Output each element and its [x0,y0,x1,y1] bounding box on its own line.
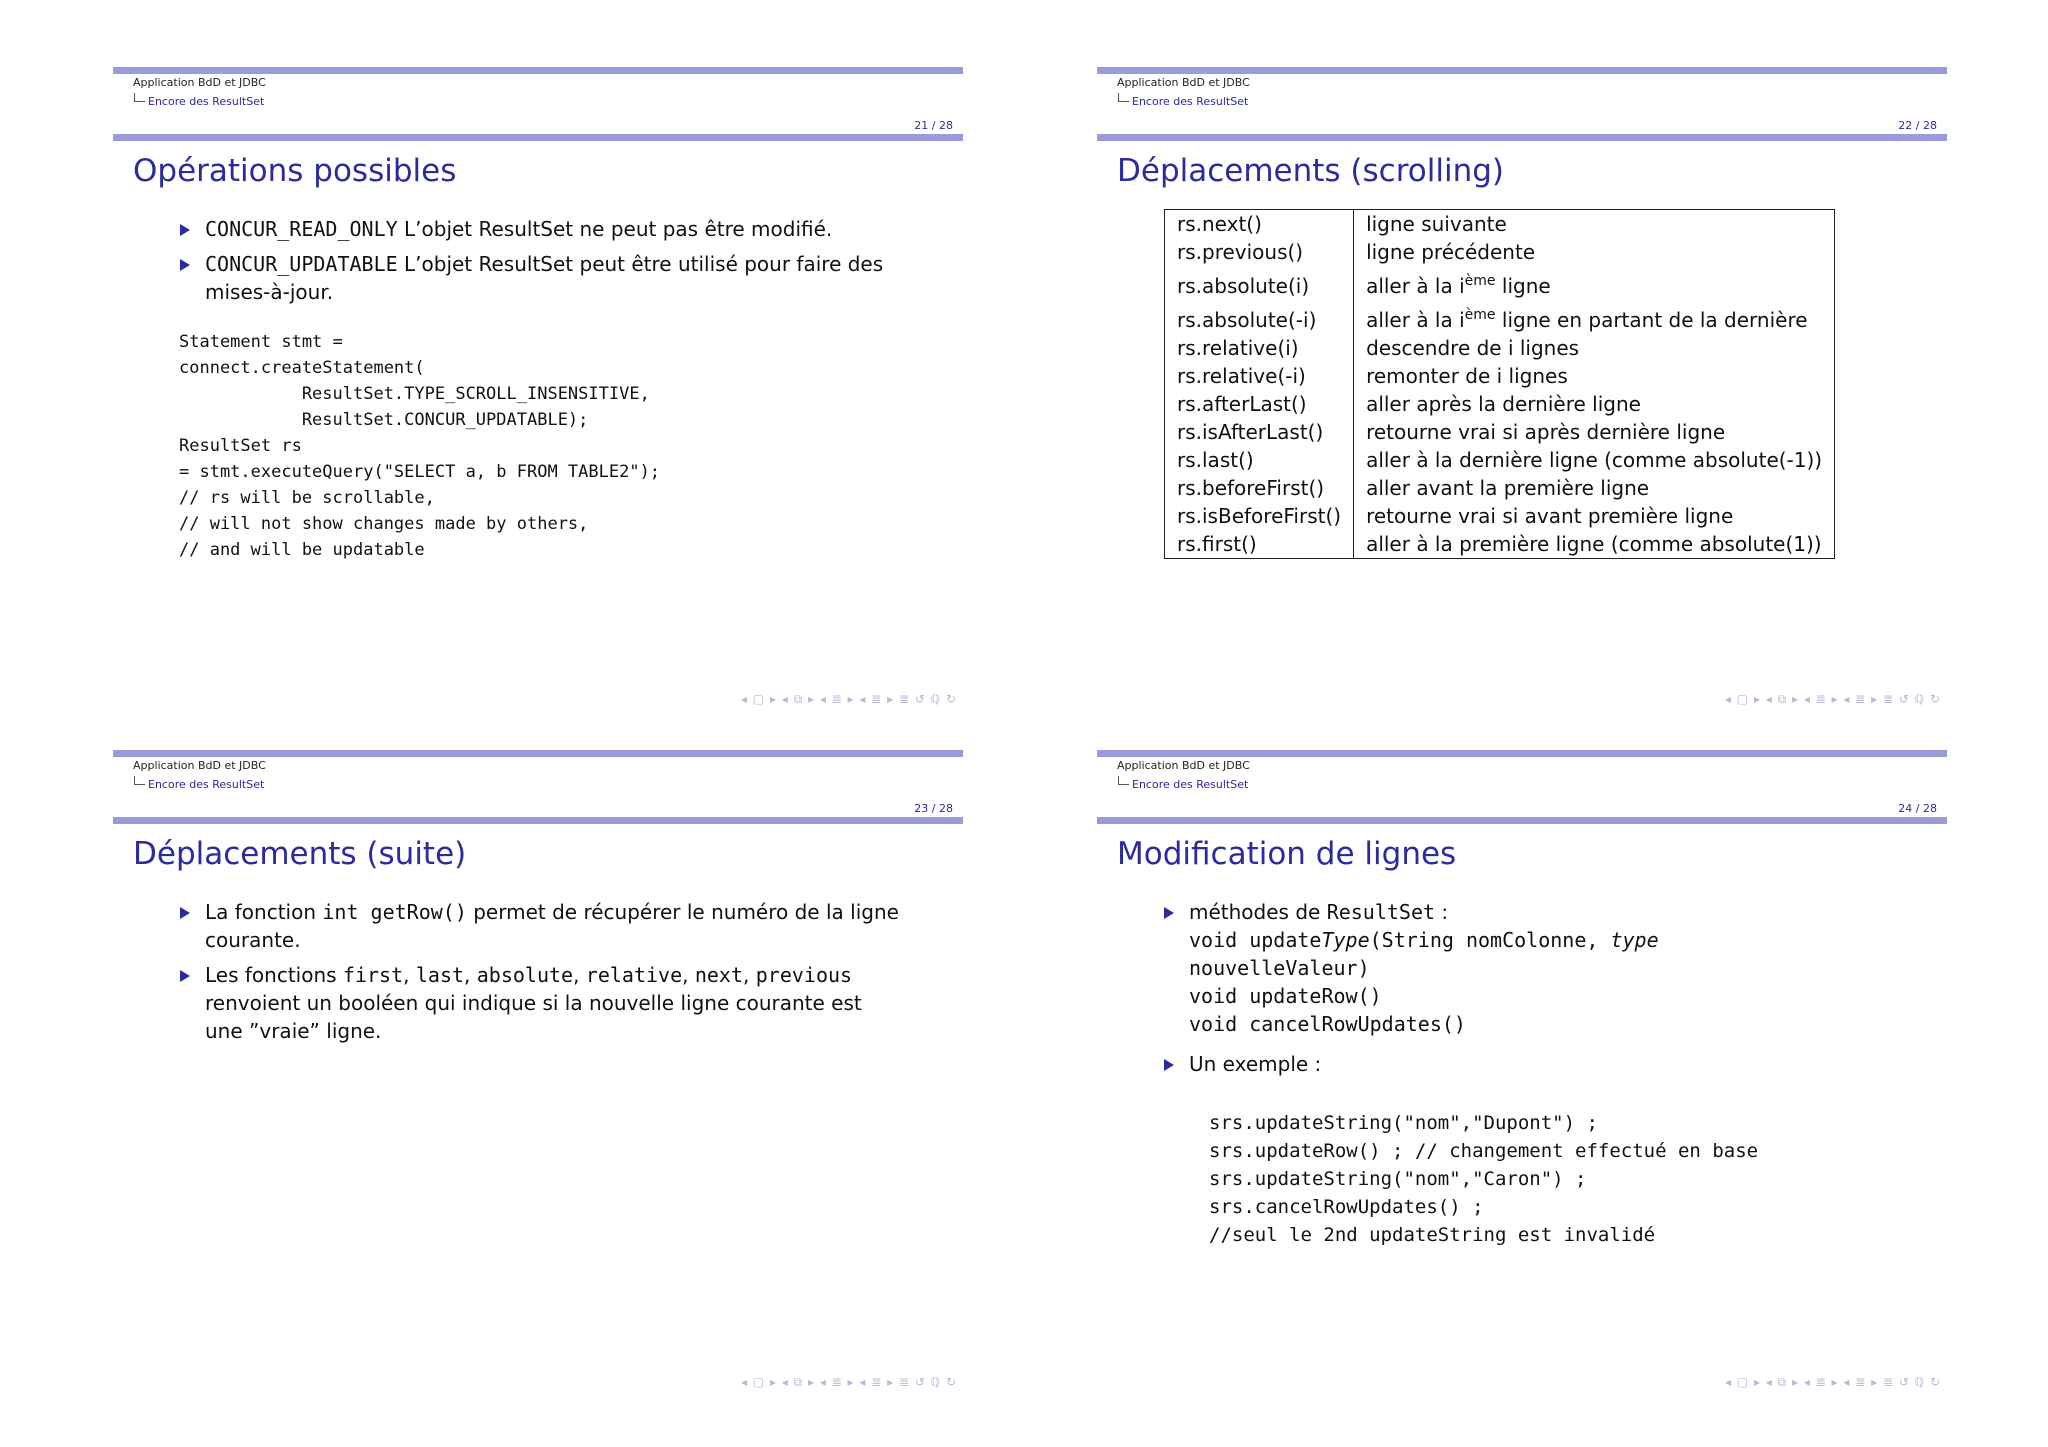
table-row: rs.beforeFirst() aller avant la première ligne [1165,474,1835,502]
tree-corner-icon [1118,776,1129,785]
table-row: rs.previous() ligne précédente [1165,238,1835,266]
code-block: Statement stmt = connect.createStatement( ResultSet.TYPE_SCROLL_INSENSITIVE, ResultSet.CONCUR_UPDATABLE); ResultSet rs = stmt.executeQuery("SELECT a, b FROM TABLE2"); // rs will be scrollable, // will not show changes made by others, // and will be updatable [179,332,661,560]
slide-title: Déplacements (suite) [133,836,467,872]
page-number: 24 / 28 [1898,802,1937,815]
code-block: srs.updateString("nom","Dupont") ; srs.updateRow() ; // changement effectué en base srs.updateString("nom","Caron") ; srs.cancelRowUpdates() ; //seul le 2nd updateString est invalidé [1209,1112,1759,1246]
header-title: Application BdD et JDBC [133,759,266,772]
header-title: Application BdD et JDBC [1117,76,1250,89]
bullet-list [180,898,900,1052]
slide-22 [1097,67,1947,747]
page-number: 22 / 28 [1898,119,1937,132]
bullet-triangle-icon [1164,907,1174,919]
slide-title: Déplacements (scrolling) [1117,153,1505,189]
bullet-list [1164,898,1884,1085]
table-row: rs.afterLast() aller après la dernière ligne [1165,390,1835,418]
slide-24 [1097,750,1947,1430]
page-number: 21 / 28 [914,119,953,132]
beamer-navigation[interactable]: ◂ ▢ ▸ ◂ ⧉ ▸ ◂ ≣ ▸ ◂ ≣ ▸ ≣ ↺ ℚ ↻ [1724,692,1941,706]
header-bar-bottom [113,134,963,141]
tree-corner-icon [1118,93,1129,102]
slide-title: Modification de lignes [1117,836,1457,872]
bullet-triangle-icon [180,224,190,236]
table-row: rs.first() aller à la première ligne (comme absolute(1)) [1165,530,1835,559]
table-row: rs.next() ligne suivante [1165,210,1835,239]
page-number: 23 / 28 [914,802,953,815]
slide-title: Opérations possibles [133,153,457,189]
bullet-list [180,215,900,313]
bullet-triangle-icon [1164,1059,1174,1071]
header-subtitle: Encore des ResultSet [134,776,264,791]
header-bar [113,67,963,74]
bullet-triangle-icon [180,907,190,919]
bullet-triangle-icon [180,970,190,982]
list-item: Les fonctions first, last, absolute, relative, next, previous renvoient un booléen qui indique si la nouvelle ligne courante est une ”vraie” ligne. [180,961,900,1045]
header-bar [1097,67,1947,74]
list-item: CONCUR_UPDATABLE L’objet ResultSet peut être utilisé pour faire des mises-à-jour. [180,250,900,306]
header-bar-bottom [1097,817,1947,824]
scrolling-methods-table [1164,209,1835,559]
tree-corner-icon [134,93,145,102]
header-title: Application BdD et JDBC [133,76,266,89]
header-subtitle: Encore des ResultSet [1118,93,1248,108]
table-row: rs.last() aller à la dernière ligne (comme absolute(-1)) [1165,446,1835,474]
table-row: rs.relative(-i) remonter de i lignes [1165,362,1835,390]
beamer-navigation[interactable]: ◂ ▢ ▸ ◂ ⧉ ▸ ◂ ≣ ▸ ◂ ≣ ▸ ≣ ↺ ℚ ↻ [740,692,957,706]
header-title: Application BdD et JDBC [1117,759,1250,772]
table-row: rs.isAfterLast() retourne vrai si après dernière ligne [1165,418,1835,446]
beamer-navigation[interactable]: ◂ ▢ ▸ ◂ ⧉ ▸ ◂ ≣ ▸ ◂ ≣ ▸ ≣ ↺ ℚ ↻ [740,1375,957,1389]
slide-23 [113,750,963,1430]
tree-corner-icon [134,776,145,785]
header-bar-bottom [1097,134,1947,141]
beamer-navigation[interactable]: ◂ ▢ ▸ ◂ ⧉ ▸ ◂ ≣ ▸ ◂ ≣ ▸ ≣ ↺ ℚ ↻ [1724,1375,1941,1389]
table-row: rs.relative(i) descendre de i lignes [1165,334,1835,362]
list-item: Un exemple : [1164,1050,1884,1078]
header-bar [113,750,963,757]
list-item: méthodes de ResultSet : void updateType(String nomColonne, type nouvelleValeur) void updateRow() void cancelRowUpdates() [1164,898,1884,1038]
header-subtitle: Encore des ResultSet [134,93,264,108]
table-row: rs.absolute(-i) aller à la $i^{ème}$ ligne en partant de la dernière [1165,300,1835,334]
bullet-triangle-icon [180,259,190,271]
table-row: rs.isBeforeFirst() retourne vrai si avant première ligne [1165,502,1835,530]
table-row: rs.absolute(i) aller à la $i^{ème}$ ligne [1165,266,1835,300]
header-bar [1097,750,1947,757]
list-item: CONCUR_READ_ONLY L’objet ResultSet ne peut pas être modifié. [180,215,900,243]
header-subtitle: Encore des ResultSet [1118,776,1248,791]
header-bar-bottom [113,817,963,824]
slide-21 [113,67,963,747]
list-item: La fonction int getRow() permet de récupérer le numéro de la ligne courante. [180,898,900,954]
